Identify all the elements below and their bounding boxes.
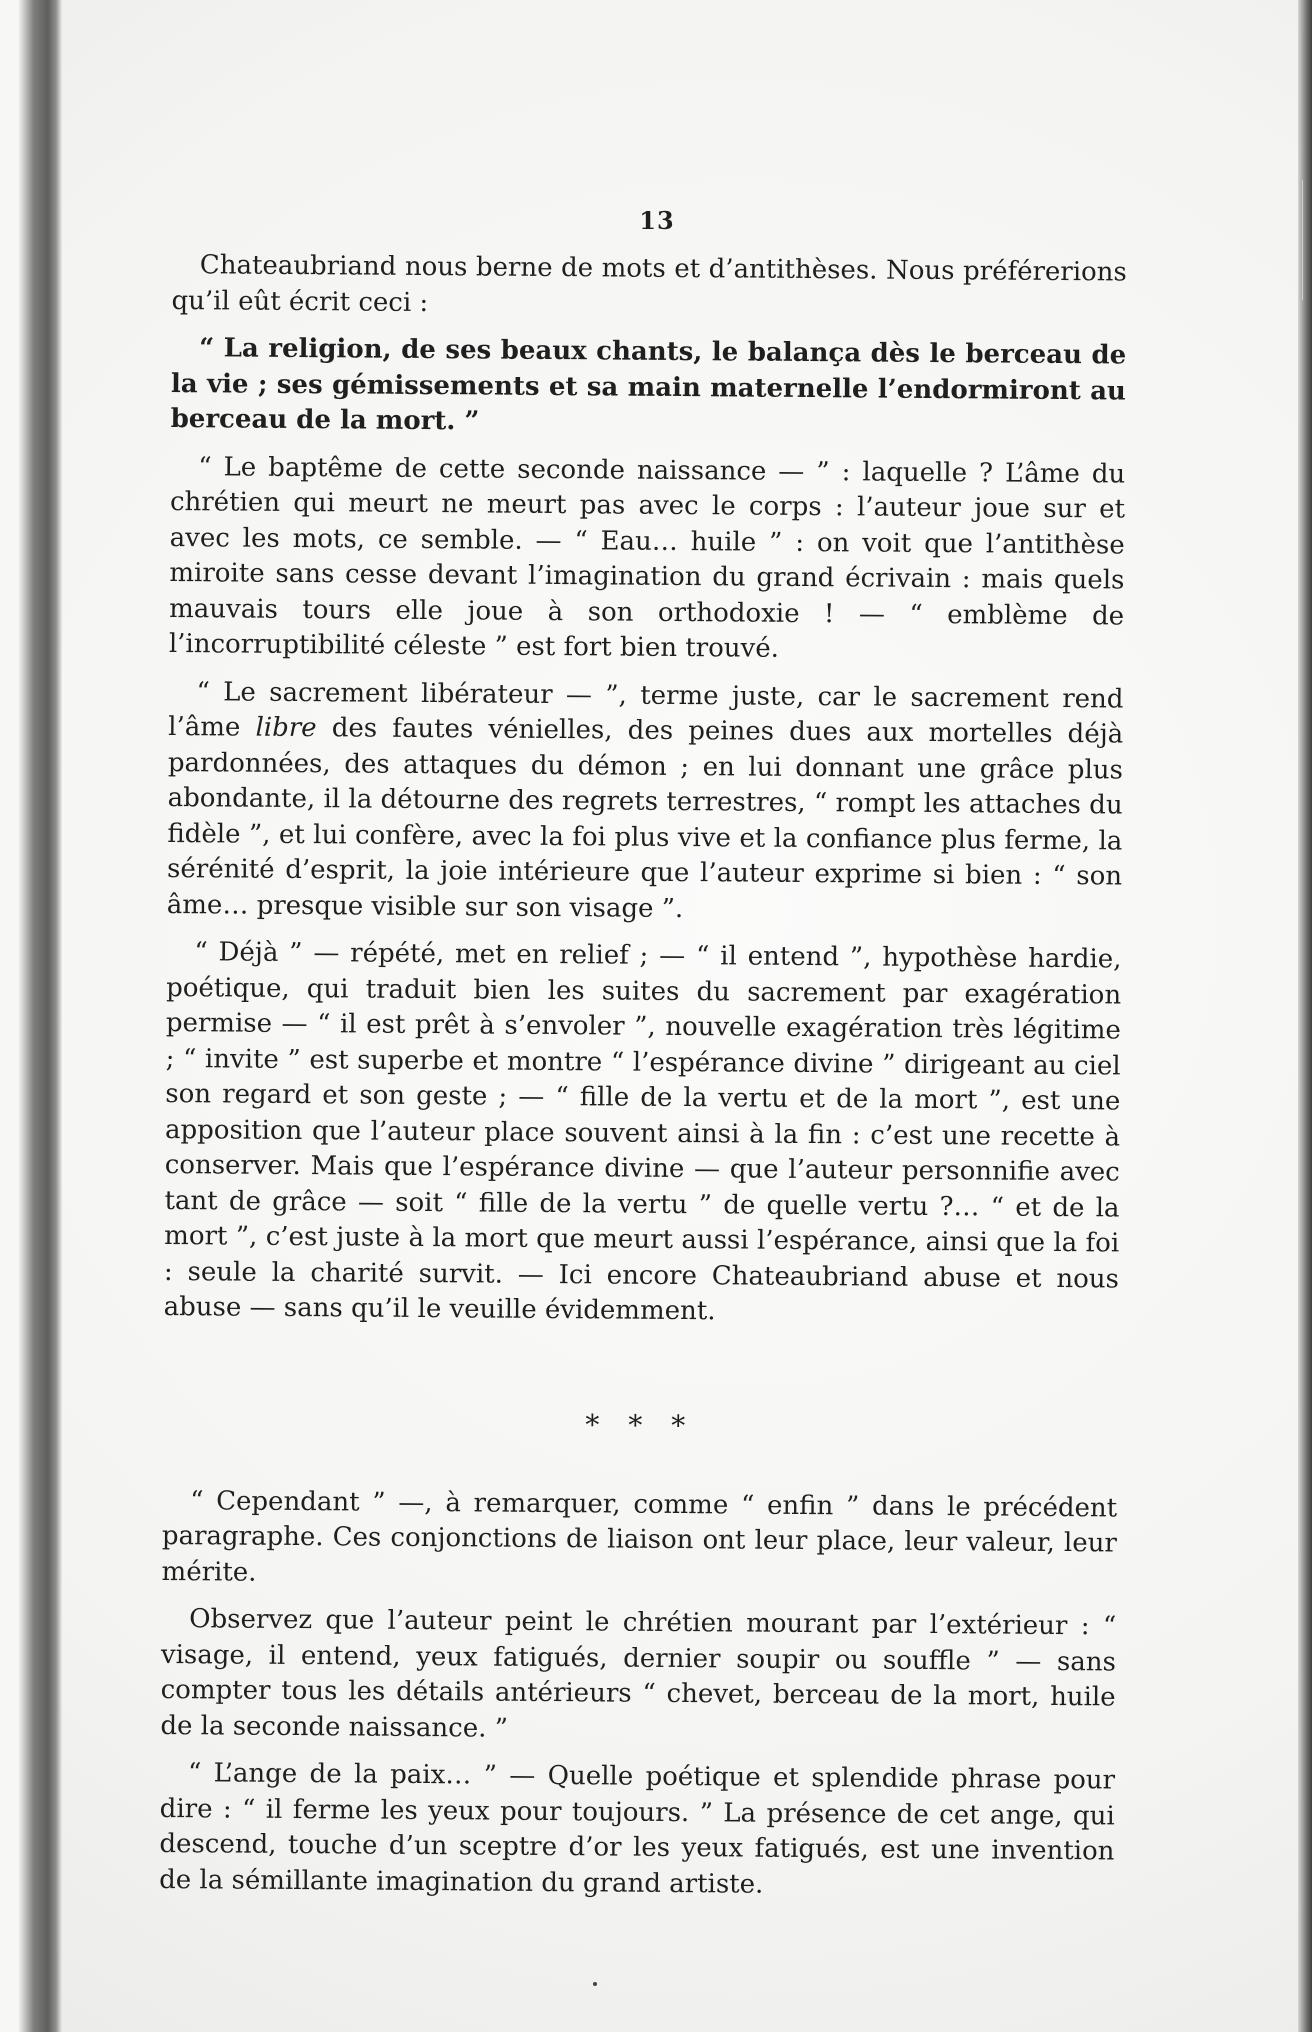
page-number: 13: [639, 206, 675, 235]
italic-libre: libre: [255, 712, 317, 744]
page-edge-shadow: [1298, 0, 1312, 2032]
paragraph-sacrement: [167, 674, 1124, 930]
page-body: [159, 248, 1127, 1917]
paragraph-observez: Observez que l’auteur peint le chrétien mourant par l’extérieur : “ visage, il entend, yeux fatigués, dernier soupir ou souffle ” — sans compter tous les détails antérieurs “ chevet, berceau de la mort, huile de la seconde naissance. ”: [160, 1604, 1117, 1744]
sacrement-text-start: “ Le sacrement libérateur — ”, terme juste, car le sacrement rend l’âme: [168, 676, 1124, 743]
book-binding-shadow: [0, 0, 62, 2032]
book-page: [62, 0, 1298, 2032]
paragraph-cependant: “ Cependant ” —, à remarquer, comme “ enfin ” dans le précédent paragraphe. Ces conjonctions de liaison ont leur place, leur valeur, leur mérite.: [161, 1485, 1118, 1588]
sacrement-text-end: des fautes vénielles, des peines dues aux mortelles déjà pardonnées, des attaques du démon ; en lui donnant une grâce plus abondante, il la détourne des regrets terrestres, “ rompt les attaches du fidèle ”, et lui confère, avec la foi plus vive et la confiance plus ferme, la sérénité d’esprit, la joie intérieure que l’auteur exprime si bien : “ son âme… presque visible sur son visage ”.: [166, 713, 1124, 924]
dust-speck: [593, 1982, 597, 1986]
separator-asterisks: * * *: [585, 1407, 696, 1442]
section-separator: [163, 1403, 1118, 1442]
paragraph-bapteme: “ Le baptême de cette seconde naissance — ” : laquelle ? L’âme du chrétien qui meurt ne meurt pas avec le corps : l’auteur joue sur et avec les mots, ce semble. — “ Eau… huile ” : on voit que l’antithèse miroite sans cesse devant l’imagination du grand écrivain : mais quels mauvais tours elle joue à son orthodoxie ! — “ emblème de l’incorruptibilité céleste ” est fort bien trouvé.: [168, 451, 1126, 664]
page-scratch: [1302, 180, 1303, 300]
paragraph-deja: “ Déjà ” — répété, met en relief ; — “ il entend ”, hypothèse hardie, poétique, qui traduit bien les suites du sacrement par exagération permise — “ il est prêt à s’envoler ”, nouvelle exagération très légitime ; “ invite ” est superbe et montre “ l’espérance divine ” dirigeant au ciel son regard et son geste ; — “ fille de la vertu et de la mort ”, est une apposition que l’auteur place souvent ainsi à la fin : c’est une recette à conserver. Mais que l’espérance divine — que l’auteur personnifie avec tant de grâce — soit “ fille de la vertu ” de quelle vertu ?… “ et de la mort ”, c’est juste à la mort que meurt aussi l’espérance, ainsi que la foi : seule la charité survit. — Ici encore Chateaubriand abuse et nous abuse — sans qu’il le veuille évidemment.: [163, 937, 1122, 1327]
paragraph-ange: “ L’ange de la paix… ” — Quelle poétique et splendide phrase pour dire : “ il ferme les yeux pour toujours. ” La présence de cet ange, qui descend, touche d’un sceptre d’or les yeux fatigués, est une invention de la sémillante imagination du grand artiste.: [159, 1758, 1116, 1900]
paragraph-intro: Chateaubriand nous berne de mots et d’antithèses. Nous préférerions qu’il eût écrit ceci :: [171, 250, 1127, 318]
paragraph-quote-religion: “ La religion, de ses beaux chants, le balança dès le berceau de la vie ; ses gémissements et sa main maternelle l’endormiront au berceau de la mort. ”: [170, 333, 1127, 437]
